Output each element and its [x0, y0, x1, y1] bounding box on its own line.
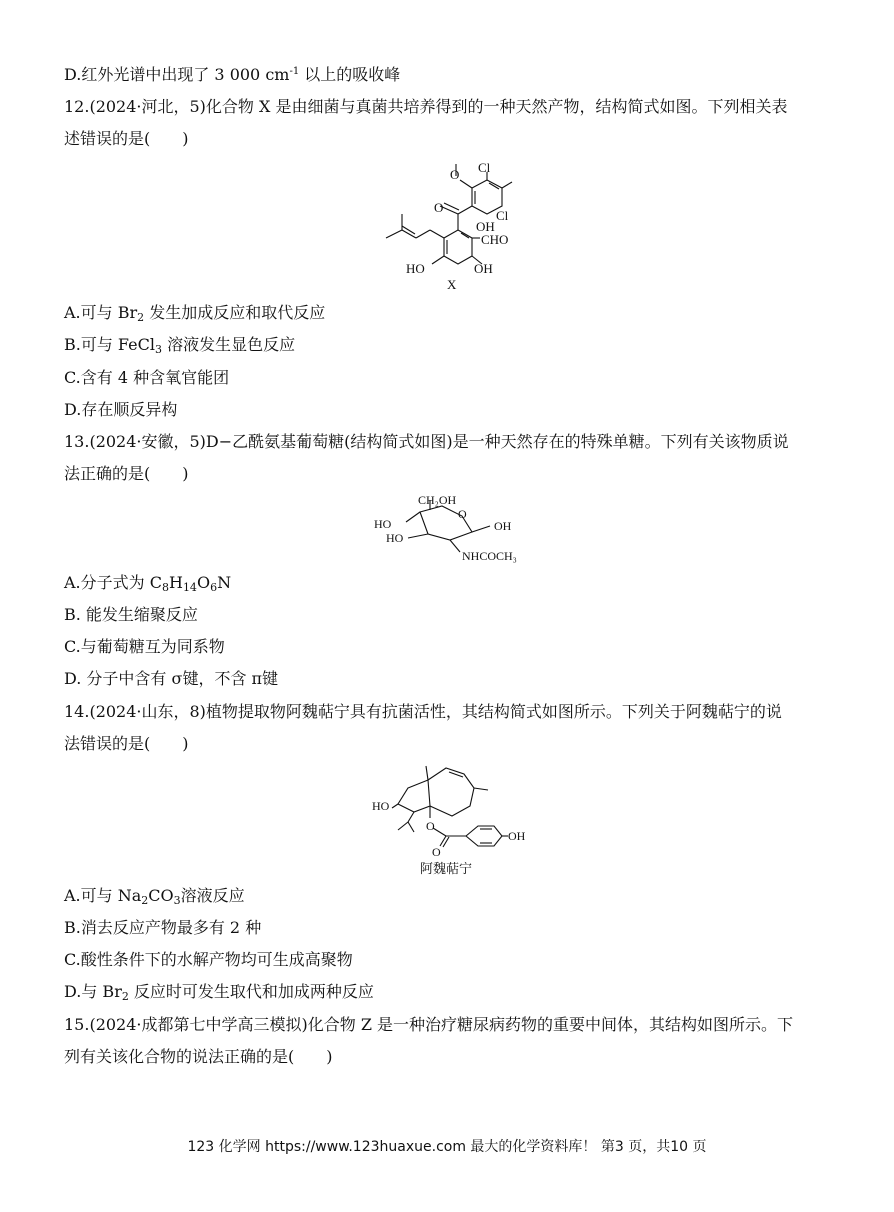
q13-option-c: C.与葡萄糖互为同系物	[64, 637, 225, 656]
q14-stem-line2: 法错误的是( )	[64, 734, 189, 753]
q14-label-carbonyl-o: O	[432, 845, 441, 859]
q13-label-nhcoch3: NHCOCH₃	[462, 549, 517, 563]
page-footer: 123 化学网 https://www.123huaxue.com 最大的化学资料库！ 第3 页，共10 页	[187, 1139, 707, 1155]
q12-methoxy-o: O	[450, 167, 460, 182]
q14-stem-line1: 14.(2024·山东，8)植物提取物阿魏萜宁具有抗菌活性，其结构简式如图所示。下列关于阿魏萜宁的说	[64, 702, 782, 721]
q13-label-ring-o: O	[458, 507, 467, 521]
q12-label-cl-right: Cl	[496, 208, 509, 223]
q12-option-b: B.可与 FeCl$_3$ 溶液发生显色反应	[64, 335, 296, 356]
q12-carbonyl-o: O	[434, 200, 444, 215]
q12-option-c: C.含有 4 种含氧官能团	[64, 368, 230, 387]
q14-option-a: A.可与 $Na_2CO_3$溶液反应	[64, 886, 245, 907]
q12-label-name: X	[447, 277, 457, 292]
q12-option-d: D.存在顺反异构	[64, 400, 178, 419]
q13-option-d: D. 分子中含有 σ键，不含 π键	[64, 669, 279, 688]
q12-label-ho-left: HO	[406, 261, 425, 276]
q14-option-c: C.酸性条件下的水解产物均可生成高聚物	[64, 950, 353, 969]
q13-stem-line1: 13.(2024·安徽，5)D−乙酰氨基葡萄糖(结构简式如图)是一种天然存在的特殊单糖。下列有关该物质说	[64, 432, 789, 451]
q12-label-cho: CHO	[481, 232, 509, 247]
q14-label-ho: HO	[372, 799, 390, 813]
q13-structure-figure	[372, 490, 528, 566]
q13-label-ho1: HO	[374, 517, 392, 531]
q12-label-oh-right: OH	[474, 261, 493, 276]
q13-label-ch2oh: CH₂OH	[418, 493, 457, 507]
q14-option-b: B.消去反应产物最多有 2 种	[64, 918, 262, 937]
q13-option-a: A.分子式为 $C_8H_{14}O_6N$	[64, 573, 232, 594]
q12-label-oh: OH	[476, 219, 495, 234]
q13-label-oh: OH	[494, 519, 512, 533]
q12-stem-line2: 述错误的是( )	[64, 129, 189, 148]
q14-structure-figure	[370, 760, 530, 880]
q14-label-name: 阿魏萜宁	[420, 861, 473, 876]
q15-stem-line1: 15.(2024·成都第七中学高三模拟)化合物 Z 是一种治疗糖尿病药物的重要中间体，其结构如图所示。下	[64, 1015, 794, 1034]
q13-stem-line2: 法正确的是( )	[64, 464, 189, 483]
q14-label-oh: OH	[508, 829, 526, 843]
q12-label-cl-top: Cl	[478, 160, 491, 175]
q12-option-a: A.可与 $Br_2$ 发生加成反应和取代反应	[64, 303, 326, 324]
q13-label-ho2: HO	[386, 531, 404, 545]
q11-option-d: D.红外光谱中出现了 3 000 $cm^{-1}$ 以上的吸收峰	[64, 65, 401, 84]
q14-option-d: D.与 $Br_2$ 反应时可发生取代和加成两种反应	[64, 982, 374, 1003]
q14-label-ester-o: O	[426, 819, 435, 833]
q15-stem-line2: 列有关该化合物的说法正确的是( )	[64, 1047, 333, 1066]
q12-structure-figure	[372, 158, 532, 292]
q13-option-b: B. 能发生缩聚反应	[64, 605, 198, 624]
q12-stem-line1: 12.(2024·河北，5)化合物 X 是由细菌与真菌共培养得到的一种天然产物，结构简式如图。下列相关表	[64, 97, 788, 116]
